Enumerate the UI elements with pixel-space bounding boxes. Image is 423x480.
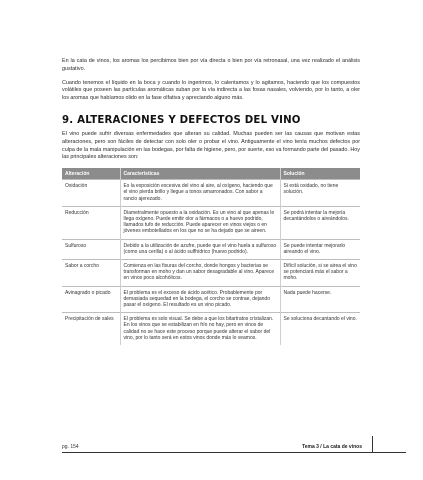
cell-solucion: Se podrá intentar la mejoría decantándolos o aireándolos. bbox=[280, 206, 360, 239]
cell-caracteristicas: El problema es el exceso de ácido acético. Probablemente por demasiada sequedad en la bodega, el corcho se contrae, dejando pasar el oxígeno. El resultado es un vino picado. bbox=[120, 286, 280, 313]
section-paragraph: El vino puede sufrir diversas enfermedades que alteran su calidad. Muchas pueden ser las causas que motivan estas alteraciones, pero son fáciles de detectar con solo oler o probar el vino. Antiguamente el vino tenía muchos defectos por culpa de la mala manipulación en las bodegas, por falta de higiene, pero, por suerte, eso va formando parte del pasado. Hoy las principales alteraciones son: bbox=[62, 130, 360, 161]
cell-solucion: Si está oxidado, no tiene solución. bbox=[280, 180, 360, 207]
cell-caracteristicas: Debido a la utilización de azufre, puede que el vino huela a sulfuroso (como una cerilla) o al ácido sulfhídrico (huevo podrido). bbox=[120, 239, 280, 259]
cell-alteracion: Precipitación de sales bbox=[62, 313, 120, 345]
column-header-solucion: Solución bbox=[280, 168, 360, 180]
intro-paragraph-2: Cuando tenemos el líquido en la boca y cuando lo ingerimos, lo calentamos y lo agitamos, haciendo que los compuestos volátiles que poseen las partículas aromáticas suban por la vía indirecta a las fosas nasales, volviendo, por lo tanto, a oler los aromas que habíamos olido en la fase olfativa y apreciando alguno más. bbox=[62, 79, 360, 102]
cell-solucion: Se soluciona decantando el vino. bbox=[280, 313, 360, 345]
cell-solucion: Se puede intentar mejorarlo aireando el vino. bbox=[280, 239, 360, 259]
page-content bbox=[62, 58, 360, 345]
cell-solucion: Nada puede hacerse. bbox=[280, 286, 360, 313]
column-header-alteracion: Alteración bbox=[62, 168, 120, 180]
footer-rule bbox=[62, 452, 406, 453]
table-row bbox=[62, 313, 360, 345]
cell-caracteristicas: Comienza en las fisuras del corcho, donde hongos y bacterias se transforman en moho y dan un sabor desagradable al vino. Aparece en vinos poco alcohólicos. bbox=[120, 260, 280, 287]
cell-solucion: Difícil solución, si se airea el vino se potenciará más el sabor a moho. bbox=[280, 260, 360, 287]
table-row bbox=[62, 239, 360, 259]
footer-tick-line bbox=[372, 436, 373, 452]
cell-caracteristicas: Es la exposición excesiva del vino al aire, al oxígeno, haciendo que el vino pierda brillo y llegue a tonos amarronados. Con sabor a rancio ajerezado. bbox=[120, 180, 280, 207]
cell-alteracion: Reducción bbox=[62, 206, 120, 239]
table-row bbox=[62, 286, 360, 313]
table-row bbox=[62, 206, 360, 239]
cell-alteracion: Sabor a corcho bbox=[62, 260, 120, 287]
cell-alteracion: Sulfuroso bbox=[62, 239, 120, 259]
cell-alteracion: Oxidación bbox=[62, 180, 120, 207]
table-header-row bbox=[62, 168, 360, 180]
page-number: pg. 154 bbox=[62, 444, 79, 450]
cell-alteracion: Avinagrado o picado bbox=[62, 286, 120, 313]
cell-caracteristicas: Diametralmente opuesto a la oxidación. Es un vino al que apenas le llega oxígeno. Puede emitir olor a fármacos o a huevo podrido, llamados tufo de reducción. Puede aparecer en vinos viejos o en jóvenes embotellados en los que no se ha dejado que se aireen. bbox=[120, 206, 280, 239]
table-row bbox=[62, 180, 360, 207]
intro-paragraph-1: En la cata de vinos, los aromas los percibimos bien por vía directa o bien por vía retronasal, una vez realizado el análisis gustativo. bbox=[62, 58, 360, 72]
chapter-label: Tema 3 / La cata de vinos bbox=[302, 444, 362, 450]
table-row bbox=[62, 260, 360, 287]
cell-caracteristicas: El problema es solo visual. Se debe a que los bitartratos cristalizan. En los vinos que se estabilizan en frío no hay, pero en vinos de calidad no se hace este proceso porque puede alterar el sabor del vino, por lo tanto será en estos vinos donde más lo veamos. bbox=[120, 313, 280, 345]
section-title: 9. ALTERACIONES Y DEFECTOS DEL VINO bbox=[62, 114, 301, 126]
page-footer bbox=[62, 444, 362, 452]
alterations-table bbox=[62, 168, 360, 345]
column-header-caracteristicas: Características bbox=[120, 168, 280, 180]
